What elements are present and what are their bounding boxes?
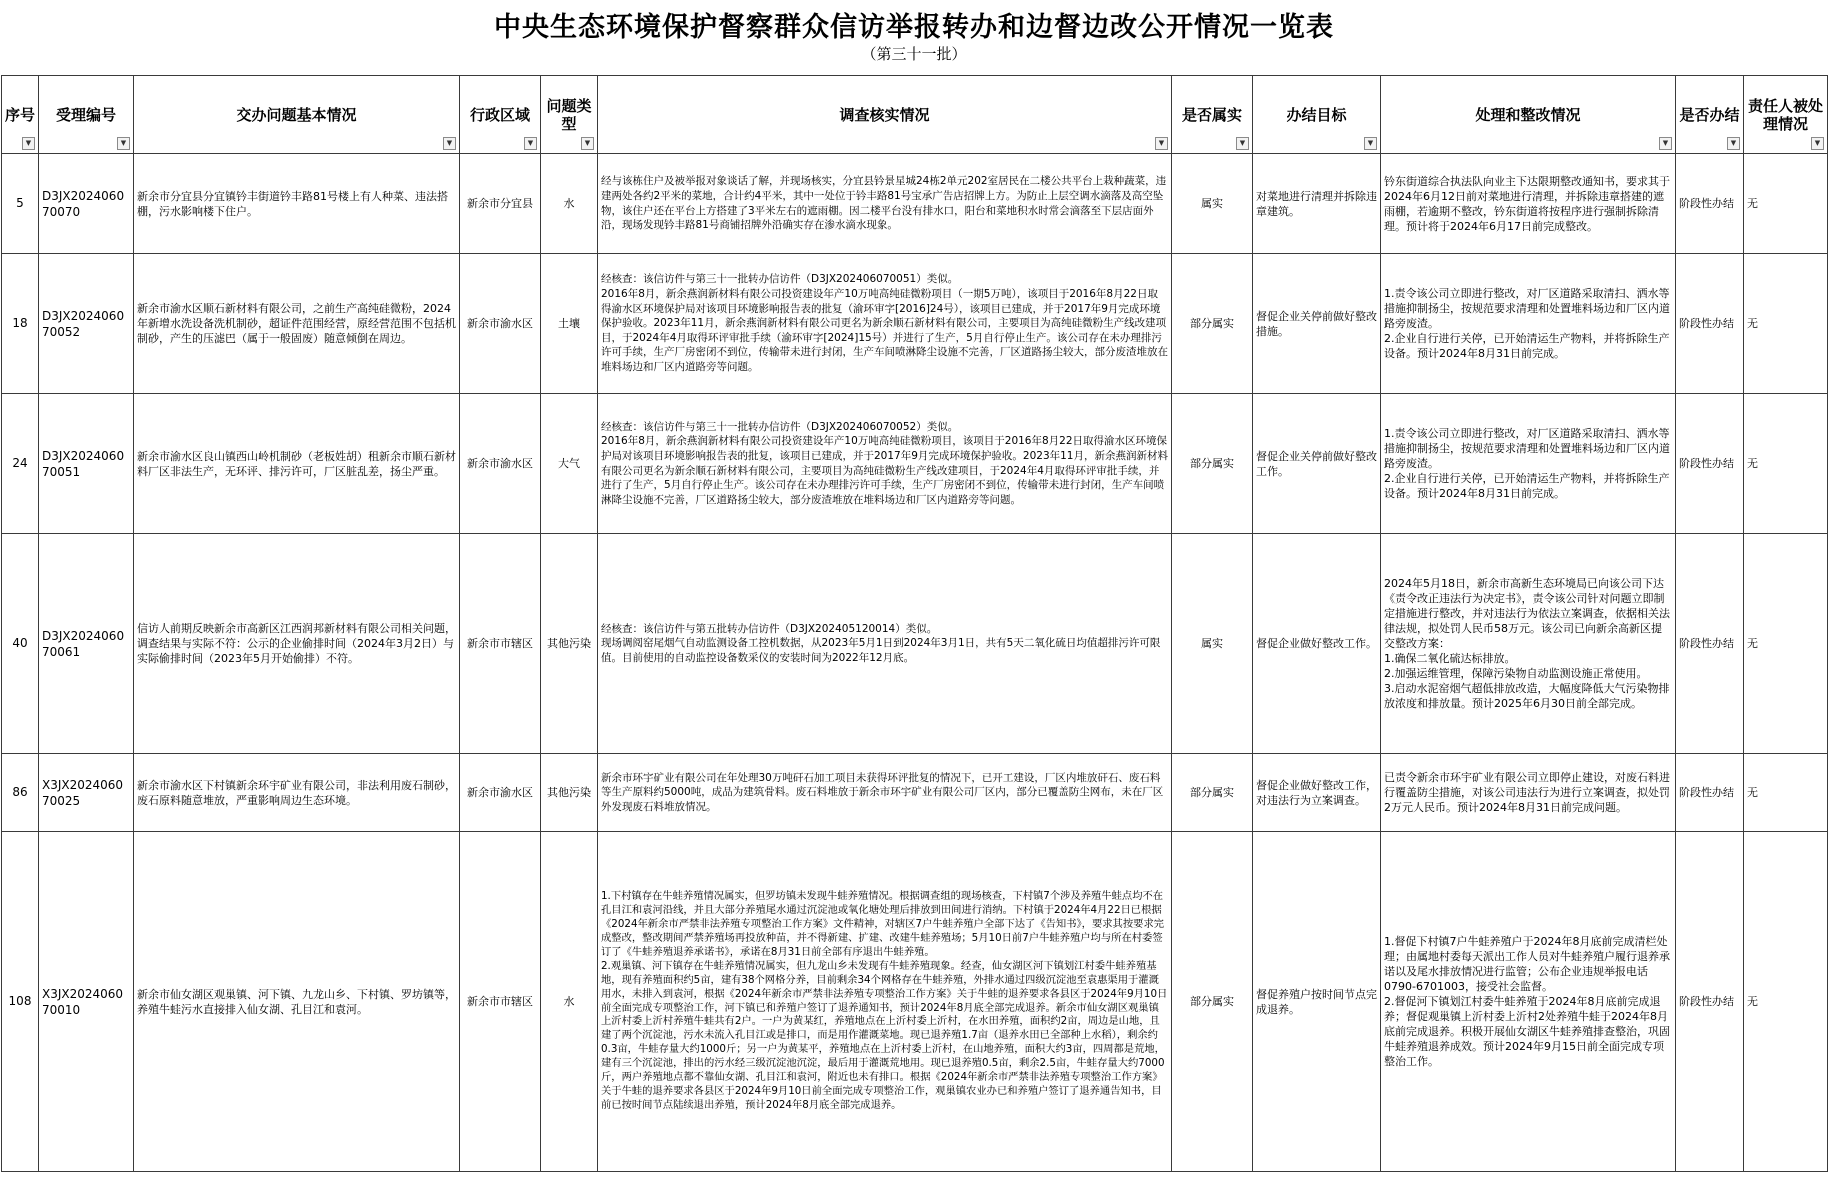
cell-closed[interactable]: 阶段性办结 [1676,254,1744,394]
filter-dropdown-icon[interactable]: ▼ [581,137,594,150]
col-header-issue: 交办问题基本情况 ▼ [134,76,460,154]
cell-seq[interactable]: 108 [2,832,39,1172]
filter-dropdown-icon[interactable]: ▼ [1364,137,1377,150]
cell-paragraph: 2016年8月，新余燕润新材料有限公司投资建设年产10万吨高纯硅微粉项目，该项目于2016年8月22日取得渝水区环境保护局对该项目环境影响报告表的批复，该项目已建成，并于2017年9月完成环境保护验收。2023年11月，新余燕润新材料有限公司更名为新余顺石新材料有限公司，主要项目为高纯硅微粉生产线改建项目，于2024年4月取得环评审批手续，并进行了生产，5月自行停止生产。该公司存在未办理排污许可手续，生产厂房密闭不到位，传输带未进行封闭，生产车间喷淋降尘设施不完善，厂区道路扬尘较大，部分废渣堆放在堆料场边和厂区内道路旁等问题。 [601,435,1168,506]
table-row [2,534,1828,754]
cell-region[interactable]: 新余市渝水区 [460,394,541,534]
table-row [2,754,1828,832]
col-header-investigation: 调查核实情况 ▼ [598,76,1172,154]
cell-verified[interactable]: 部分属实 [1172,394,1253,534]
col-header-goal: 办结目标 ▼ [1253,76,1381,154]
cell-paragraph: 经核查：该信访件与第三十一批转办信访件（D3JX202406070052）类似。 [601,420,959,433]
filter-dropdown-icon[interactable]: ▼ [1236,137,1249,150]
cell-issue[interactable]: 新余市渝水区下村镇新余环宇矿业有限公司，非法利用废石制砂，废石原料随意堆放，严重影响周边生态环境。 [134,754,460,832]
cell-punished[interactable]: 无 [1744,394,1828,534]
cell-paragraph: 2.加强运维管理，保障污染物自动监测设施正常使用。 [1384,667,1648,680]
table-row [2,154,1828,254]
filter-dropdown-icon[interactable]: ▼ [1727,137,1740,150]
filter-dropdown-icon[interactable]: ▼ [22,137,35,150]
cell-region[interactable]: 新余市分宜县 [460,154,541,254]
table-row [2,254,1828,394]
cell-handling[interactable] [1381,394,1676,534]
cell-closed[interactable]: 阶段性办结 [1676,534,1744,754]
cell-investigation[interactable] [598,394,1172,534]
cell-paragraph: 1.责令该公司立即进行整改，对厂区道路采取清扫、洒水等措施抑制扬尘，按规范要求清理和处置堆料场边和厂区内道路旁废渣。 [1384,427,1670,470]
cell-investigation[interactable] [598,534,1172,754]
cell-region[interactable]: 新余市市辖区 [460,832,541,1172]
cell-paragraph: 2.观巢镇、河下镇存在牛蛙养殖情况属实，但九龙山乡未发现有牛蛙养殖现象。经查，仙女湖区河下镇划江村委牛蛙养殖基地，现有养殖面积约5亩，建有38个网格分养，目前剩余34个网格存在牛蛙养殖，外排水通过四级沉淀池至袁惠渠用于灌溉用水，未排入到袁河，根据《2024年新余市严禁非法养殖专项整治工作方案》关于牛蛙的退养要求各县区于2024年9月10日前全面完成专项整治工作，河下镇已和养殖户签订了退养通知书，预计2024年8月底全部完成退养。新余市仙女湖区观巢镇上沂村委上沂村养殖牛蛙共有2户。一户为黄某红，养殖地点在上沂村委上沂村，在水田养殖，面积约2亩，周边是山地，且建了两个沉淀池，污水未流入孔目江或是排口，而是用作灌溉菜地。现已退养殖1.7亩（退养水田已全部种上水稻），剩余约0.3亩，牛蛙存量大约1000斤；另一户为黄某平，养殖地点在上沂村委上沂村，在山地养殖，面积大约3亩，四周都是荒地，建有三个沉淀池，排出的污水经三级沉淀池沉淀，最后用于灌溉荒地用。现已退养殖0.5亩，剩余2.5亩，牛蛙存量大约7000斤，两户养殖地点都不靠仙女湖、孔目江和袁河，附近也未有排口。根据《2024年新余市严禁非法养殖专项整治工作方案》关于牛蛙的退养要求各县区于2024年9月10日前全面完成专项整治工作，观巢镇农业办已和养殖户签订了退养通告知书，目前已按时间节点陆续退出养殖，预计2024年8月底全部完成退养。 [601,959,1168,1111]
cell-paragraph: 经与该栋住户及被举报对象谈话了解，并现场核实，分宜县钤景星城24栋2单元202室居民在二楼公共平台上栽种蔬菜，违建两处各约2平米的菜地，合计约4平米，其中一处位于钤丰路81号宝承广告店招牌上方。为防止上层空调水滴落及高空坠物，该住户还在平台上方搭建了3平米左右的遮雨棚。因二楼平台没有排水口，阳台和菜地积水时常会滴落至下层店面外沿，现场发现钤丰路81号商铺招牌外沿确实存在渗水滴水现象。 [601,175,1167,232]
cell-paragraph: 2024年5月18日，新余市高新生态环境局已向该公司下达《责令改正违法行为决定书》，责令该公司针对问题立即制定措施进行整改，并对违法行为依法立案调查，依据相关法律法规，拟处罚人民币58万元。该公司已向新余高新区提交整改方案： [1384,577,1670,650]
col-header-closed: 是否办结 ▼ [1676,76,1744,154]
col-header-id: 受理编号 ▼ [39,76,134,154]
cell-region[interactable]: 新余市市辖区 [460,534,541,754]
cell-paragraph: 新余市环宇矿业有限公司在年处理30万吨矸石加工项目未获得环评批复的情况下，已开工建设，厂区内堆放矸石、废石料等生产原料约5000吨，成品为建筑骨料。废石料堆放于新余市环宇矿业有限公司厂区内，部分已覆盖防尘网布，未在厂区外发现废石料堆放情况。 [601,771,1164,813]
col-header-seq: 序号 ▼ [2,76,39,154]
cell-closed[interactable]: 阶段性办结 [1676,832,1744,1172]
cell-paragraph: 经核查：该信访件与第五批转办信访件（D3JX202405120014）类似。 [601,622,938,635]
cell-id[interactable]: D3JX202406070070 [39,154,134,254]
filter-dropdown-icon[interactable]: ▼ [117,137,130,150]
cell-verified[interactable]: 部分属实 [1172,254,1253,394]
page-subtitle: （第三十一批） [861,45,967,63]
cell-paragraph: 现场调阅窑尾烟气自动监测设备工控机数据，从2023年5月1日到2024年3月1日，共有5天二氧化硫日均值超排污许可限值。目前使用的自动监控设备数采仪的安装时间为2022年12月底。 [601,637,1161,664]
cell-seq[interactable]: 86 [2,754,39,832]
header-row [2,76,1828,154]
cell-type[interactable]: 水 [541,832,598,1172]
cell-closed[interactable]: 阶段性办结 [1676,154,1744,254]
cell-id[interactable]: X3JX202406070010 [39,832,134,1172]
cell-type[interactable]: 其他污染 [541,534,598,754]
col-header-type: 问题类型 ▼ [541,76,598,154]
page-title: 中央生态环境保护督察群众信访举报转办和边督边改公开情况一览表 [494,12,1334,43]
cell-paragraph: 2.督促河下镇划江村委牛蛙养殖于2024年8月底前完成退养；督促观巢镇上沂村委上沂村2处养殖牛蛙于2024年8月底前完成退养。积极开展仙女湖区牛蛙养殖排查整治，巩固牛蛙养殖退养成效。预计2024年9月15日前全面完成专项整治工作。 [1384,995,1670,1068]
cell-id[interactable]: D3JX202406070052 [39,254,134,394]
cell-type[interactable]: 其他污染 [541,754,598,832]
cell-paragraph: 1.督促下村镇7户牛蛙养殖户于2024年8月底前完成清栏处理；由属地村委每天派出工作人员对牛蛙养殖户履行退养承诺以及尾水排放情况进行监管；公布企业违规举报电话0790-6701003，接受社会监督。 [1384,935,1670,993]
cell-investigation[interactable] [598,754,1172,832]
report-table [1,75,1828,1172]
filter-dropdown-icon[interactable]: ▼ [1155,137,1168,150]
cell-handling[interactable] [1381,154,1676,254]
cell-verified[interactable]: 属实 [1172,534,1253,754]
cell-handling[interactable] [1381,254,1676,394]
cell-verified[interactable]: 部分属实 [1172,832,1253,1172]
cell-handling[interactable] [1381,832,1676,1172]
table-row [2,832,1828,1172]
cell-id[interactable]: D3JX202406070061 [39,534,134,754]
cell-seq[interactable]: 18 [2,254,39,394]
cell-issue[interactable]: 新余市分宜县分宜镇钤丰街道钤丰路81号楼上有人种菜、违法搭棚，污水影响楼下住户。 [134,154,460,254]
col-header-verified: 是否属实 ▼ [1172,76,1253,154]
cell-paragraph: 2.企业自行进行关停，已开始清运生产物料，并将拆除生产设备。预计2024年8月31日前完成。 [1384,472,1670,500]
col-header-punished: 责任人被处理情况 ▼ [1744,76,1828,154]
cell-closed[interactable]: 阶段性办结 [1676,754,1744,832]
cell-seq[interactable]: 40 [2,534,39,754]
cell-verified[interactable]: 属实 [1172,154,1253,254]
filter-dropdown-icon[interactable]: ▼ [443,137,456,150]
cell-id[interactable]: D3JX202406070051 [39,394,134,534]
table-row [2,394,1828,534]
filter-dropdown-icon[interactable]: ▼ [1659,137,1672,150]
cell-goal[interactable]: 督促企业做好整改工作。 [1253,534,1381,754]
cell-paragraph: 2.企业自行进行关停，已开始清运生产物料，并将拆除生产设备。预计2024年8月31日前完成。 [1384,332,1670,360]
col-header-region: 行政区域 ▼ [460,76,541,154]
cell-investigation[interactable] [598,254,1172,394]
cell-verified[interactable]: 部分属实 [1172,754,1253,832]
cell-paragraph: 1.确保二氧化硫达标排放。 [1384,652,1516,665]
cell-type[interactable]: 大气 [541,394,598,534]
filter-dropdown-icon[interactable]: ▼ [1811,137,1824,150]
filter-dropdown-icon[interactable]: ▼ [524,137,537,150]
cell-paragraph: 1.下村镇存在牛蛙养殖情况属实，但罗坊镇未发现牛蛙养殖情况。根据调查组的现场核查，下村镇7个涉及养殖牛蛙点均不在孔目江和袁河沿线，并且大部分养殖尾水通过沉淀池或氧化塘处理后排放到田间进行消纳。下村镇于2024年4月22日已根据《2024年新余市严禁非法养殖专项整治工作方案》文件精神，对辖区7户牛蛙养殖户全部下达了《告知书》，要求其按要求完成整改，整改期间严禁养殖场再投放种苗，并不得新建、扩建、改建牛蛙养殖场；5月10日前7户牛蛙养殖户均与所在村委签订了《牛蛙养殖退养承诺书》，承诺在8月31日前全部有序退出牛蛙养殖。 [601,890,1165,958]
cell-issue[interactable]: 新余市渝水区良山镇西山岭机制砂（老板姓胡）租新余市顺石新材料厂区非法生产，无环评、排污许可，厂区脏乱差，扬尘严重。 [134,394,460,534]
cell-goal[interactable]: 督促养殖户按时间节点完成退养。 [1253,832,1381,1172]
cell-punished[interactable]: 无 [1744,832,1828,1172]
cell-investigation[interactable] [598,154,1172,254]
cell-goal[interactable]: 对菜地进行清理并拆除违章建筑。 [1253,154,1381,254]
cell-goal[interactable]: 督促企业做好整改工作，对违法行为立案调查。 [1253,754,1381,832]
cell-issue[interactable]: 新余市仙女湖区观巢镇、河下镇、九龙山乡、下村镇、罗坊镇等，养殖牛蛙污水直接排入仙女湖、孔目江和袁河。 [134,832,460,1172]
cell-paragraph: 经核查：该信访件与第三十一批转办信访件（D3JX202406070051）类似。 [601,273,959,286]
cell-punished[interactable]: 无 [1744,154,1828,254]
cell-paragraph: 1.责令该公司立即进行整改，对厂区道路采取清扫、洒水等措施抑制扬尘，按规范要求清理和处置堆料场边和厂区内道路旁废渣。 [1384,287,1670,330]
cell-type[interactable]: 水 [541,154,598,254]
cell-handling[interactable] [1381,534,1676,754]
cell-punished[interactable]: 无 [1744,534,1828,754]
cell-paragraph: 已责令新余市环宇矿业有限公司立即停止建设，对废石料进行覆盖防尘措施，对该公司违法行为进行立案调查，拟处罚2万元人民币。预计2024年8月31日前完成问题。 [1384,771,1670,814]
cell-investigation[interactable] [598,832,1172,1172]
cell-issue[interactable]: 信访人前期反映新余市高新区江西润邦新材料有限公司相关问题，调查结果与实际不符：公示的企业偷排时间（2024年3月2日）与实际偷排时间（2023年5月开始偷排）不符。 [134,534,460,754]
cell-goal[interactable]: 督促企业关停前做好整改措施。 [1253,254,1381,394]
cell-punished[interactable]: 无 [1744,754,1828,832]
cell-seq[interactable]: 24 [2,394,39,534]
cell-type[interactable]: 土壤 [541,254,598,394]
cell-paragraph: 钤东街道综合执法队向业主下达限期整改通知书，要求其于2024年6月12日前对菜地进行清理，并拆除违章搭建的遮雨棚，若逾期不整改，钤东街道将按程序进行强制拆除清理。预计将于2024年6月17日前完成整改。 [1384,174,1670,233]
cell-punished[interactable]: 无 [1744,254,1828,394]
cell-seq[interactable]: 5 [2,154,39,254]
cell-region[interactable]: 新余市渝水区 [460,254,541,394]
cell-id[interactable]: X3JX202406070025 [39,754,134,832]
cell-paragraph: 2016年8月，新余燕润新材料有限公司投资建设年产10万吨高纯硅微粉项目（一期5万吨），该项目于2016年8月22日取得渝水区环境保护局对该项目环境影响报告表的批复（渝环审字[2016]24号），该项目已建成，并于2017年9月完成环境保护验收。2023年11月，新余燕润新材料有限公司更名为新余顺石新材料有限公司，主要项目为高纯硅微粉生产线改建项目，于2024年4月取得环评审批手续（渝环审字[2024]15号）并进行了生产，5月自行停止生产。该公司存在未办理排污许可手续，生产厂房密闭不到位，传输带未进行封闭，生产车间喷淋降尘设施不完善，厂区道路扬尘较大，部分废渣堆放在堆料场边和厂区内道路旁等问题。 [601,288,1168,373]
cell-issue[interactable]: 新余市渝水区顺石新材料有限公司，之前生产高纯硅微粉，2024年新增水洗设备洗机制砂，超证件范围经营，原经营范围不包括机制砂，产生的压滤巴（属于一般固废）随意倾倒在周边。 [134,254,460,394]
col-header-handling: 处理和整改情况 ▼ [1381,76,1676,154]
cell-handling[interactable] [1381,754,1676,832]
cell-goal[interactable]: 督促企业关停前做好整改工作。 [1253,394,1381,534]
cell-paragraph: 3.启动水泥窑烟气超低排放改造，大幅度降低大气污染物排放浓度和排放量。预计2025年6月30日前全部完成。 [1384,682,1670,710]
cell-region[interactable]: 新余市渝水区 [460,754,541,832]
cell-closed[interactable]: 阶段性办结 [1676,394,1744,534]
